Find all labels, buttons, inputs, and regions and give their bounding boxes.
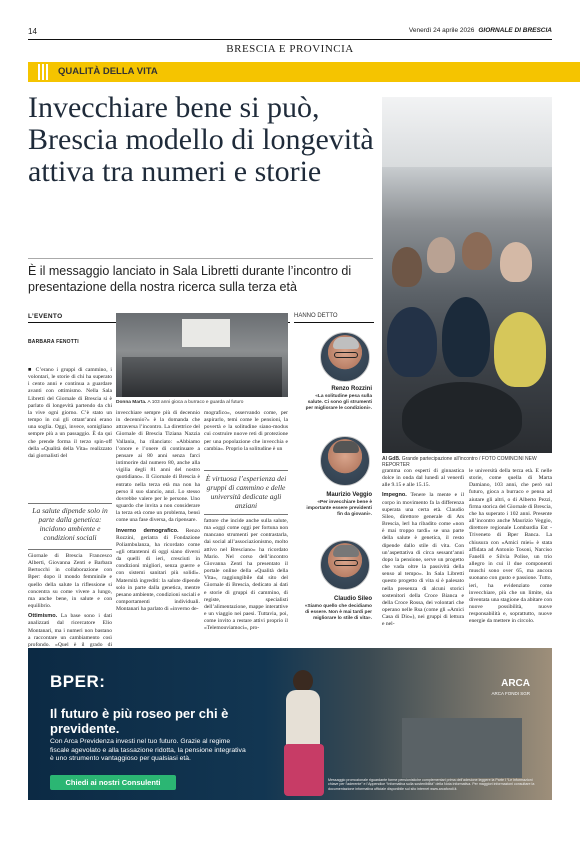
paragraph: ■ C’erano i gruppi di cammino, i volontari, le storie di chi ha superato i cento anni e continua a guardare avanti con ottimismo. Nella Sala Libretti del Giornale di Brescia si è parlato di longevità partendo da chi la vive ogni giorno. C’è stato un tempo in cui gli ottant’anni erano una soglia. Oggi, invece, somigliano sempre più a un passaggio. È da qui che prende forma il terzo spin-off della «Qualità della Vita» realizzato dai giornalisti del	[28, 367, 112, 459]
portrait-rozzini	[320, 332, 370, 382]
paragraph-text: Renzo Rozzini, geriatra di Fondazione Poliambulanza, ha ricordato come «gli ottantenni di oggi siano diversi da quelli di ieri, cresciuti in condizioni migliori, senza guerre e con sistemi sanitari più solidi». Maternità ingrediti: la salute dipende solo in parte dalla genetica, mentre pesano ambiente, condizioni sociali e comportamenti individuali. Montanari ha parlato di «inverno de-	[116, 527, 200, 613]
ad-headline: Il futuro è più roseo per chi è previdente.	[50, 706, 229, 736]
headline: Invecchiare bene si può, Brescia modello di longevità attiva tra numeri e storie	[28, 91, 374, 188]
person-quote: «Per invecchiare bene è importante essere previdenti fin da giovani».	[306, 500, 372, 517]
event-photo	[382, 97, 552, 453]
paragraph	[382, 492, 464, 628]
paragraph: Giornale di Brescia Francesco Alberti, Giovanna Zenti e Barbara Bertocchi in collaborazione con Bper: dopo il mondo femminile e quello della salute la riflessione si concentra su come vivere a lungo, ma anche bene, in salute e con equilibrio.	[28, 553, 112, 610]
tag-bar	[28, 62, 580, 82]
bper-logo: BPER:	[50, 672, 106, 691]
article-column-1a	[28, 367, 112, 460]
portrait-veggio	[320, 436, 370, 486]
article-column-5	[382, 468, 464, 628]
ad-cta-button[interactable]: Chiedi ai nostri Consulenti	[50, 775, 176, 790]
person-quote: «La solitudine pesa sulla salute. Ci sono gli strumenti per migliorare le condizioni».	[305, 394, 372, 411]
paragraph-text: La base sono i dati analizzati dal ricercatore Elio Montanari, ma i numeri non bastano a raccontare un cambiamento così profondo. «Quel è il grado di	[28, 613, 112, 648]
ad-body-text: Con Arca Previdenza investi nel tuo futuro. Grazie al regime fiscale agevolato e alla tassazione ridotta, la pensione integrativa è uno strumento vantaggioso per qualsiasi età.	[50, 738, 246, 762]
article-column-2	[116, 410, 200, 613]
person-name: Maurizio Veggio	[326, 492, 372, 498]
article-column-3a	[204, 410, 288, 453]
paragraph: fattore che incide anche sulla salute, ma «oggi come oggi per fortuna non mancano strumenti per contrastarla, dai social all’associazionismo, molto attivo nel Bresciano» ha ricordato Mario. Nel corso dell’incontro Giovanna Zenti ha presentato il portale online della «Qualità della Vita», raggiungibile dal sito del Giornale di Brescia, dedicato ai dati e storie di gruppi di cammino, di registe, specialisti dell’alimentazione, mappe interattive e un viaggio nei paesi. Tuttavia, poi, come invito a restare attivi proprio il «Telemouviamoci», pro-	[204, 518, 288, 632]
quotes-sidebar	[294, 326, 374, 636]
center-photo-caption	[116, 400, 288, 405]
bper-advertisement[interactable]	[28, 648, 552, 800]
sidebar-title: HANNO DETTO	[294, 313, 374, 323]
ad-background-furniture	[402, 718, 522, 778]
quote-rule	[204, 470, 288, 471]
caption-lead: Donna Marta.	[116, 400, 147, 405]
person-name: Renzo Rozzini	[331, 386, 372, 392]
page-number: 14	[28, 27, 37, 36]
right-photo-caption: Al GdB. Grande partecipazione all’incontro / FOTO COMINCINI NEW REPORTER	[382, 456, 537, 468]
person-quote: «Siamo quello che decidiamo di essere. Non è mai tardi per migliorare lo stile di vita».	[304, 604, 372, 621]
caption-lead: Al GdB.	[382, 456, 401, 462]
paragraph-lead: Ottimismo.	[28, 613, 58, 620]
subheadline: È il messaggio lanciato in Sala Libretti durante l’incontro di presentazione della nostra ricerca sulla terza età	[28, 264, 352, 294]
paragraph: gramma con esperti di ginnastica dolce in onda dal lunedì al venerdì alle 9.15 e alle 15.15.	[382, 468, 464, 489]
paragraph-lead: Inverno demografico.	[116, 527, 179, 534]
photo-credit: FOTO COMINCINI NEW REPORTER	[382, 456, 537, 468]
arca-logo: ARCA	[501, 678, 530, 689]
caption-text: Grande partecipazione all’incontro	[400, 456, 478, 462]
person-name: Claudio Sileo	[333, 596, 372, 602]
quote-rule	[204, 514, 288, 515]
ad-disclaimer: Messaggio promozionale riguardante forme pensionistiche complementari prima dell’adesione leggere la Parte I “Le informazioni chiave per l’aderente” e l’Appendice “Informativa sulla sostenibilità” della Nota informativa. Per maggiori informazioni consultare la documentazione informativa ufficiale disponibile sul sito internet www.arcafondi.it.	[328, 778, 535, 791]
article-column-6	[469, 468, 552, 625]
tag-label: QUALITÀ DELLA VITA	[58, 66, 158, 77]
byline: BARBARA FENOTTI	[28, 339, 79, 345]
pull-quote-2: È virtuosa l’esperienza dei gruppi di cammino e delle università dedicate agli anziani	[205, 474, 287, 510]
paragraph: invecchiare sempre più di decennio in decennio?» è la domanda che attraversa l’incontro. La direttrice del Giornale di Brescia Tiziana Nazzia Vallania, ha rilanciato: «Abbiamo l’onore e l’onere di continuare a pensare ai 80 anni senza farci intimorire dal numero 80, anche alla vigilia degli 81 anni del nostro quotidiano». Il Giornale di Brescia è entrato nella terza età ma non ha perso il suo slancio, anzi. Lo stesso dovrebbe valere per le persone. Uno sguardo che invita a non considerare la terza età come un problema, bensì come una fase diversa, da ripensare.	[116, 410, 200, 524]
pull-quote-1: La salute dipende solo in parte dalla genetica: incidono ambiente e condizioni sociali	[32, 506, 108, 542]
quote-rule	[28, 503, 112, 504]
paragraph: mografico», osservando come, per aspirarlo, temi come le pensioni, la povertà e la solitudine siano-modus cui costruire nuove reti di protezione per una popolazione che invecchia e cambia». Proprio la solitudine è un	[204, 410, 288, 452]
caption-text: A 103 anni gioca a burraco e guarda al futuro	[146, 400, 244, 405]
center-photo	[116, 313, 288, 397]
article-kicker: L’EVENTO	[28, 313, 63, 320]
arca-logo-sub: ARCA FONDI SGR	[491, 691, 530, 696]
top-bar	[28, 27, 552, 39]
headline-rule	[28, 258, 373, 259]
newspaper-name: GIORNALE DI BRESCIA	[478, 27, 552, 34]
stripes-icon	[38, 64, 52, 80]
portrait-sileo	[320, 540, 370, 590]
issue-date: Venerdì 24 aprile 2026	[408, 27, 475, 34]
paragraph: le università della terza età. E nelle storie, come quella di Marta Damiano, 103 anni, che però sul futuro, gioca a burraco e pensa ad aiutare gli altri, o di Alberto Pezzi, firma storica del Giornale di Brescia, che ha superato i 102 anni. Presente all’incontro anche Maurizio Veggio, direttore regionale Lombardia Est - Triveneto di Bper Banca. La chiusura con «Amici miei» è stata affidata ad Antonio Tosoni, Narciso Fanelli e Silvia Polise, un trio allegro in cui il due componenti muschi sono over 65, ma ancora suonano con gusto e passione. Tutto, ieri, ha evidenziato come invecchiare, più che un limite, sia diventata una stagione da abitare con nuove possibilità, nuove responsabilità e, soprattutto, nuove energie da mettere in circolo.	[469, 468, 552, 625]
date-line	[409, 27, 552, 34]
top-rule	[28, 39, 552, 40]
paragraph-text: Tenere la mente e il corpo in movimento fa la differenza superata una certa età. Claudio Sileo, direttore generale di Ats Brescia, lerl ha ribadito come «non è mai troppo tardi» se una parte della salute è genetica, il resto dipende dallo stile di vita. Con un’aspettativa di circa sessant’anni dopo la pensione, serve un progetto che vada oltre la passività della senso al tempo». In Sala Libretti questo progetto di vita si è palesato nella presenza di alcuni storici sostenitori della Croce Bianca e della Croce Rossa, dei volontari che operano nelle Rsa (come gli «Amici Casa di Dio»), nei gruppi di lettura e nel-	[382, 492, 464, 628]
article-column-3b	[204, 518, 288, 633]
paragraph	[116, 528, 200, 614]
section-title: BRESCIA E PROVINCIA	[226, 43, 354, 55]
paragraph-lead: Impegno.	[382, 492, 407, 499]
quote-rule	[28, 549, 112, 550]
